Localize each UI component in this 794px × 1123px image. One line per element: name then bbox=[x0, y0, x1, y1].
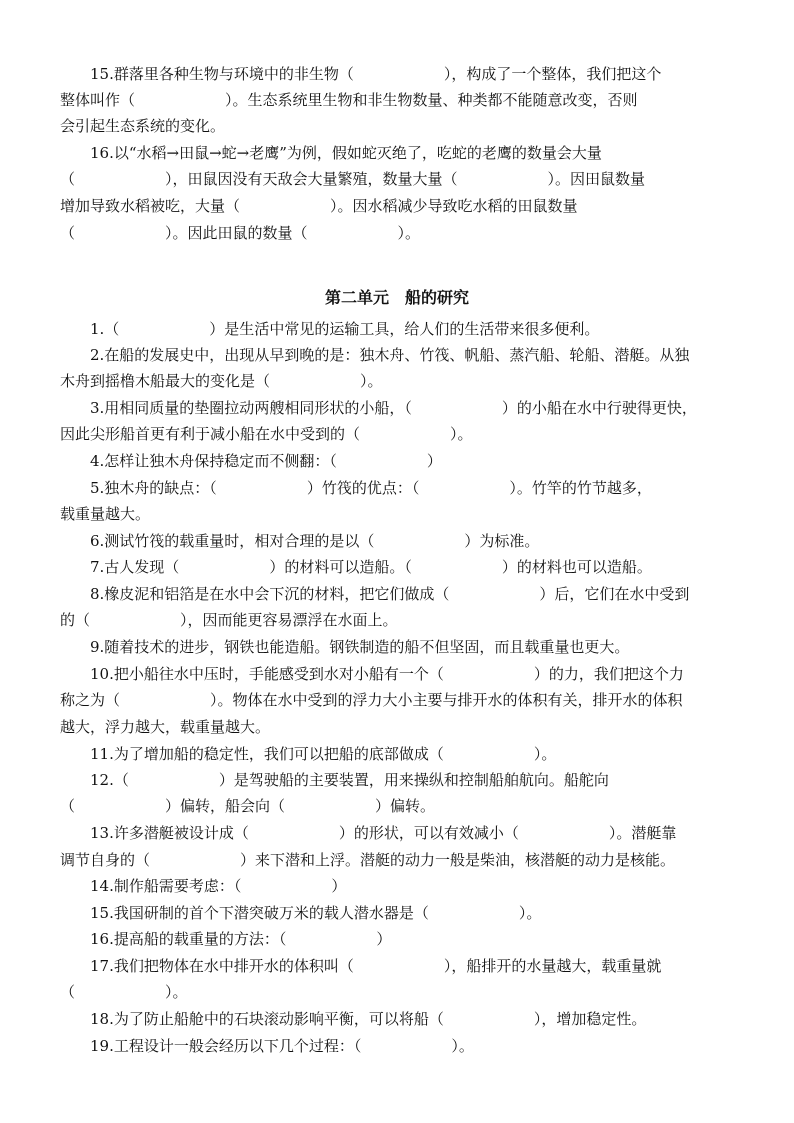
s2-q10-line-1: 10.把小船往水中压时，手能感受到水对小船有一个（ ）的力，我们把这个力 bbox=[90, 665, 684, 683]
s2-q13-line-2: 调节自身的（ ）来下潜和上浮。潜艇的动力一般是柴油，核潜艇的动力是核能。 bbox=[60, 851, 676, 869]
s2-q19-line-1: 19.工程设计一般会经历以下几个过程：（ ）。 bbox=[90, 1037, 474, 1055]
s2-q4-line-1: 4.怎样让独木舟保持稳定而不侧翻：（ ） bbox=[90, 452, 442, 470]
s2-q14-line-1: 14.制作船需要考虑：（ ） bbox=[90, 877, 347, 895]
s2-q13-line-1: 13.许多潜艇被设计成（ ）的形状，可以有效减小（ ）。潜艇靠 bbox=[90, 824, 677, 842]
unit-title: 第二单元 船的研究 bbox=[324, 288, 469, 307]
s2-q3-line-1: 3.用相同质量的垫圈拉动两艘相同形状的小船，（ ）的小船在水中行驶得更快， bbox=[90, 399, 697, 417]
s2-q6-line-1: 6.测试竹筏的载重量时，相对合理的是以（ ）为标准。 bbox=[90, 532, 540, 550]
s2-q9-line-1: 9.随着技术的进步，钢铁也能造船。钢铁制造的船不但坚固，而且载重量也更大。 bbox=[90, 638, 630, 656]
q16-foodchain-line-4: （ ）。因此田鼠的数量（ ）。 bbox=[60, 224, 421, 242]
q16-foodchain-line-3: 增加导致水稻被吃，大量（ ）。因水稻减少导致吃水稻的田鼠数量 bbox=[60, 197, 578, 215]
q15-ecosystem-line-2: 整体叫作（ ）。生态系统里生物和非生物数量、种类都不能随意改变，否则 bbox=[60, 91, 638, 109]
s2-q11-line-1: 11.为了增加船的稳定性，我们可以把船的底部做成（ ）。 bbox=[90, 745, 557, 763]
q15-ecosystem-line-1: 15.群落里各种生物与环境中的非生物（ ），构成了一个整体，我们把这个 bbox=[90, 65, 662, 83]
s2-q18-line-1: 18.为了防止船舱中的石块滚动影响平衡，可以将船（ ），增加稳定性。 bbox=[90, 1010, 647, 1028]
s2-q1-line-1: 1.（ ）是生活中常见的运输工具，给人们的生活带来很多便利。 bbox=[90, 320, 600, 338]
s2-q10-line-2: 称之为（ ）。物体在水中受到的浮力大小主要与排开水的体积有关，排开水的体积 bbox=[60, 691, 683, 709]
s2-q12-line-2: （ ）偏转，船会向（ ）偏转。 bbox=[60, 797, 436, 815]
q16-foodchain-line-1: 16.以“水稻→田鼠→蛇→老鹰”为例，假如蛇灭绝了，吃蛇的老鹰的数量会大量 bbox=[90, 144, 602, 162]
q16-foodchain-line-2: （ ），田鼠因没有天敌会大量繁殖，数量大量（ ）。因田鼠数量 bbox=[60, 170, 646, 188]
s2-q16-line-1: 16.提高船的载重量的方法：（ ） bbox=[90, 930, 392, 948]
s2-q2-line-2: 木舟到摇橹木船最大的变化是（ ）。 bbox=[60, 372, 383, 390]
s2-q8-line-2: 的（ ），因而能更容易漂浮在水面上。 bbox=[60, 611, 398, 629]
s2-q3-line-2: 因此尖形船首更有利于减小船在水中受到的（ ）。 bbox=[60, 425, 473, 443]
s2-q15-line-1: 15.我国研制的首个下潜突破万米的载人潜水器是（ ）。 bbox=[90, 904, 542, 922]
s2-q2-line-1: 2.在船的发展史中，出现从早到晚的是：独木舟、竹筏、帆船、蒸汽船、轮船、潜艇。从独 bbox=[90, 346, 690, 364]
s2-q8-line-1: 8.橡皮泥和铝箔是在水中会下沉的材料，把它们做成（ ）后，它们在水中受到 bbox=[90, 585, 690, 603]
s2-q12-line-1: 12.（ ）是驾驶船的主要装置，用来操纵和控制船舶航向。船舵向 bbox=[90, 771, 609, 789]
s2-q5-line-1: 5.独木舟的缺点：（ ）竹筏的优点：（ ）。竹竿的竹节越多， bbox=[90, 479, 652, 497]
s2-q5-line-2: 载重量越大。 bbox=[60, 505, 151, 523]
s2-q7-line-1: 7.古人发现（ ）的材料可以造船。（ ）的材料也可以造船。 bbox=[90, 558, 652, 576]
s2-q17-line-2: （ ）。 bbox=[60, 983, 188, 1001]
q15-ecosystem-line-3: 会引起生态系统的变化。 bbox=[60, 117, 226, 135]
s2-q10-line-3: 越大，浮力越大，载重量越大。 bbox=[60, 718, 271, 736]
s2-q17-line-1: 17.我们把物体在水中排开水的体积叫（ ），船排开的水量越大，载重量就 bbox=[90, 957, 662, 975]
